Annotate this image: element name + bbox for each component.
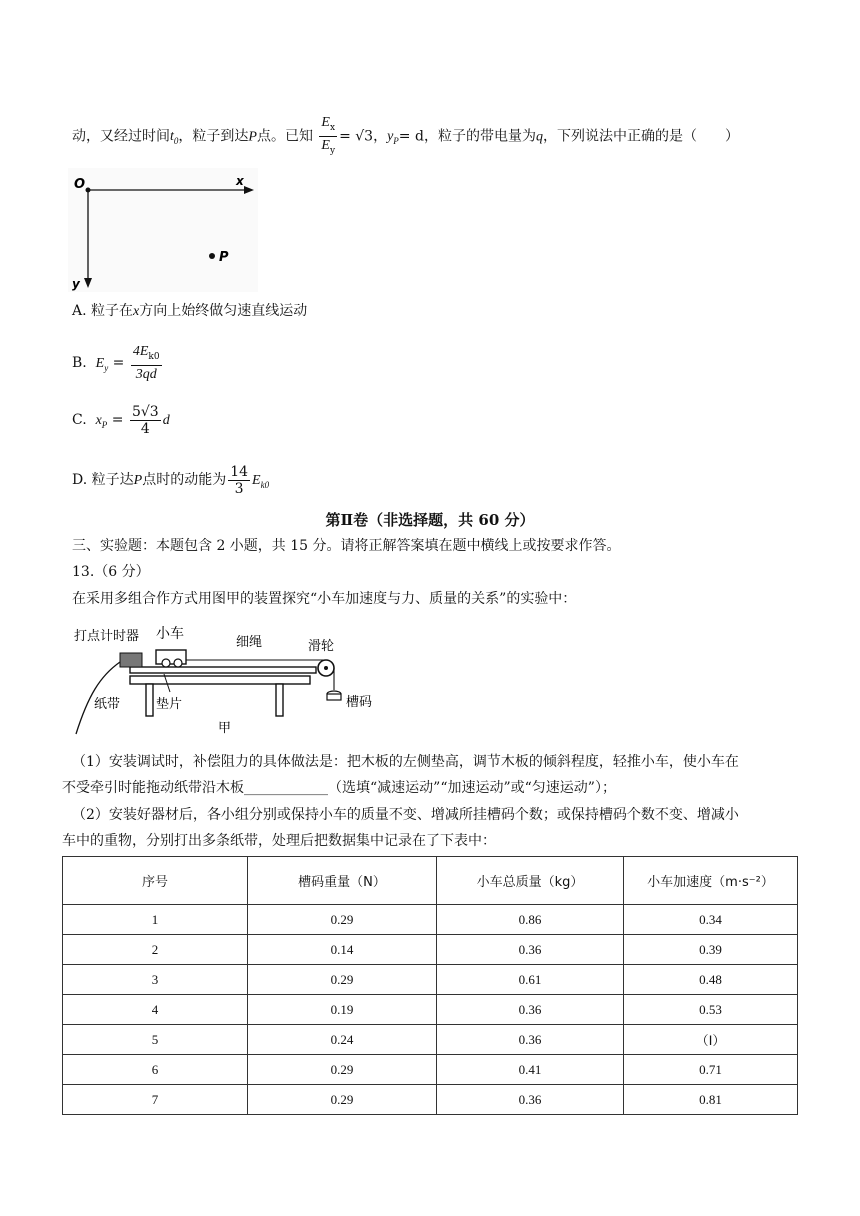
d-equation: = d: [398, 128, 424, 145]
table-row: [63, 935, 798, 965]
part-2-line-1: （2）安装好器材后，各小组分别或保持小车的质量不变、增减所挂槽码个数；或保持槽码个数不变、增减小: [72, 807, 739, 823]
option-a-x: x: [133, 304, 140, 319]
table-row: [63, 1025, 798, 1055]
cell-index: 3: [63, 965, 248, 995]
pulley-label: 滑轮: [308, 639, 335, 654]
cell-mass: 0.36: [437, 1085, 624, 1115]
question-13-number: 13.（6 分）: [72, 564, 150, 580]
cell-mass: 0.36: [437, 1025, 624, 1055]
stem-text-d: ，粒子的带电量为: [423, 128, 536, 145]
weights-label: 槽码: [346, 695, 373, 710]
cell-index: 7: [63, 1085, 248, 1115]
table-top: [130, 676, 310, 684]
cart-wheel-rear: [174, 659, 182, 667]
data-table: [62, 856, 798, 1115]
cart-wheel-front: [162, 659, 170, 667]
option-d-fraction: $\frac{14}{3}$: [230, 463, 249, 497]
weight-body: [327, 694, 341, 700]
table-row: [63, 1055, 798, 1085]
header-weight: 槽码重量（N）: [248, 857, 437, 905]
figure-caption: 甲: [218, 721, 232, 736]
question-12-stem: [72, 114, 739, 159]
apparatus-figure: [70, 616, 390, 740]
option-c-tail: d: [162, 413, 170, 428]
part-3-instructions: 三、实验题：本题包含 2 小题，共 15 分。请将正解答案填在题中横线上或按要求作答。: [72, 538, 621, 554]
x-axis-label: x: [236, 174, 244, 188]
cart-label: 小车: [156, 626, 184, 642]
header-index: 序号: [63, 857, 248, 905]
field-ratio-fraction: $\frac{E_x}{E_y}$: [321, 115, 336, 156]
t0-symbol: $t_0$: [170, 129, 179, 147]
cell-mass: 0.36: [437, 935, 624, 965]
cell-weight: 0.24: [248, 1025, 437, 1055]
header-mass: 小车总质量（kg）: [437, 857, 624, 905]
cell-index: 6: [63, 1055, 248, 1085]
cell-mass: 0.41: [437, 1055, 624, 1085]
option-b-letter: B.: [72, 355, 87, 371]
cell-weight: 0.29: [248, 965, 437, 995]
stem-text-b: ，粒子到达: [178, 128, 249, 145]
comma: ，: [373, 128, 388, 145]
track-board: [130, 667, 316, 673]
timer-body: [120, 653, 142, 667]
cell-acceleration: 0.34: [624, 905, 798, 935]
option-b-lhs: $E_y$: [95, 356, 109, 373]
option-a-text-b: 方向上始终做匀速直线运动: [139, 303, 308, 319]
cell-acceleration: 0.71: [624, 1055, 798, 1085]
option-c-eq: =: [111, 412, 124, 428]
option-d-letter: D.: [72, 472, 88, 488]
yp-symbol: $y_P$: [387, 129, 399, 147]
cell-weight: 0.29: [248, 905, 437, 935]
cell-index: 5: [63, 1025, 248, 1055]
origin-label: O: [74, 177, 86, 192]
option-d: [72, 460, 269, 505]
table-row: [63, 1085, 798, 1115]
point-p: [209, 253, 215, 259]
option-b-fraction: $\frac{4E_{k0}}{3qd}$: [132, 344, 160, 382]
cell-weight: 0.29: [248, 1055, 437, 1085]
option-d-p: P: [133, 473, 143, 488]
section-2-title: 第Ⅱ卷（非选择题，共 60 分）: [325, 511, 535, 529]
tape-label: 纸带: [94, 697, 121, 712]
pulley-axle: [324, 666, 328, 670]
option-a: [72, 301, 307, 322]
option-a-text-a: 粒子在: [91, 303, 134, 319]
y-axis-label: y: [72, 277, 80, 291]
table-row: [63, 995, 798, 1025]
axes-figure: [68, 168, 260, 292]
string-label: 细绳: [236, 635, 263, 650]
table-leg-right: [276, 684, 283, 716]
option-c-letter: C.: [72, 412, 87, 428]
point-p-label: P: [219, 250, 229, 265]
stem-text-a: 动，又经过时间: [72, 128, 170, 145]
table-row: [63, 965, 798, 995]
timer-label: 打点计时器: [74, 629, 140, 644]
question-13-intro: 在采用多组合作方式用图甲的装置探究“小车加速度与力、质量的关系”的实验中：: [72, 591, 577, 607]
cell-index: 4: [63, 995, 248, 1025]
option-c-lhs: $x_P$: [95, 413, 108, 430]
cell-mass: 0.61: [437, 965, 624, 995]
option-c: [72, 400, 170, 445]
pad-label: 垫片: [156, 697, 183, 712]
cell-acceleration: 0.39: [624, 935, 798, 965]
part-2-line-2: 车中的重物，分别打出多条纸带，处理后把数据集中记录在了下表中：: [62, 833, 496, 849]
option-c-fraction: $\frac{5√3}{4}$: [131, 403, 159, 437]
option-a-letter: A.: [72, 303, 87, 319]
option-d-tail: $E_{k0}$: [252, 473, 270, 490]
cell-mass: 0.36: [437, 995, 624, 1025]
table-row: [63, 905, 798, 935]
cell-index: 1: [63, 905, 248, 935]
cell-mass: 0.86: [437, 905, 624, 935]
sqrt3-equation: = √3: [339, 128, 374, 145]
option-d-text-b: 点时的动能为: [142, 472, 227, 488]
part-1-line-1: （1）安装调试时，补偿阻力的具体做法是：把木板的左侧垫高，调节木板的倾斜程度，轻推小车，使小车在: [72, 754, 739, 770]
cell-acceleration: 0.81: [624, 1085, 798, 1115]
option-b-eq: =: [112, 355, 125, 371]
cell-acceleration: 0.53: [624, 995, 798, 1025]
header-acceleration: 小车加速度（m·s⁻²）: [624, 857, 798, 905]
q-symbol: q: [535, 129, 543, 145]
cell-acceleration: （Ⅰ）: [624, 1025, 798, 1055]
stem-text-c: 点。已知: [256, 128, 313, 145]
part-1-line-2: 不受牵引时能拖动纸带沿木板____________（选填“减速运动”“加速运动”或“匀速运动”）；: [62, 780, 616, 796]
table-leg-left: [146, 684, 153, 716]
cell-index: 2: [63, 935, 248, 965]
cell-weight: 0.19: [248, 995, 437, 1025]
stem-text-e: ，下列说法中正确的是（ ）: [542, 128, 739, 145]
option-d-text-a: 粒子达: [91, 472, 134, 488]
cell-acceleration: 0.48: [624, 965, 798, 995]
cell-weight: 0.14: [248, 935, 437, 965]
point-p-symbol: P: [248, 129, 257, 145]
cell-weight: 0.29: [248, 1085, 437, 1115]
origin-dot: [86, 188, 91, 193]
option-b: [72, 343, 164, 388]
table-header-row: [63, 857, 798, 905]
